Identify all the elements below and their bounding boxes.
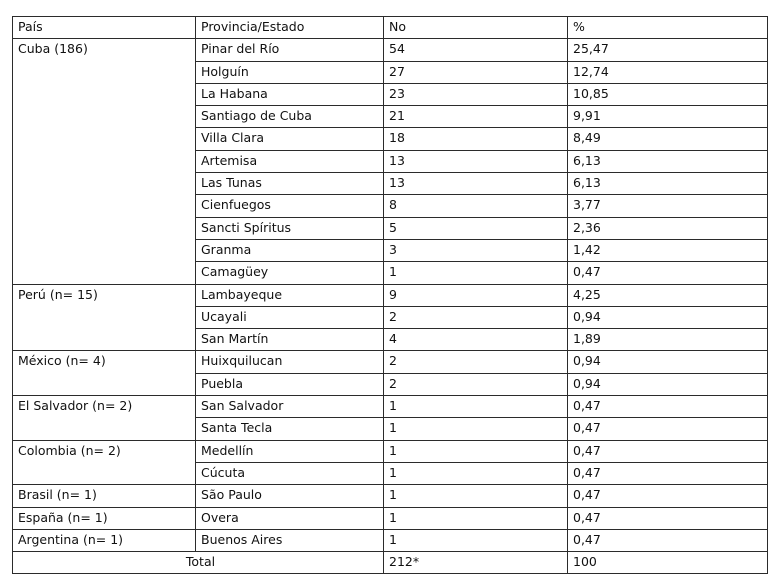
total-pct: 100 <box>568 552 768 574</box>
cell-pct: 0,94 <box>568 373 768 395</box>
cell-pct: 0,47 <box>568 418 768 440</box>
cell-provincia: Huixquilucan <box>196 351 384 373</box>
cell-provincia: Cienfuegos <box>196 195 384 217</box>
cell-pct: 0,47 <box>568 462 768 484</box>
cell-no: 5 <box>384 217 568 239</box>
cell-pais: España (n= 1) <box>13 507 196 529</box>
cell-no: 1 <box>384 462 568 484</box>
cell-no: 13 <box>384 173 568 195</box>
cell-provincia: Overa <box>196 507 384 529</box>
cell-pct: 6,13 <box>568 173 768 195</box>
table-row <box>13 529 768 551</box>
table-row <box>13 396 768 418</box>
cell-pais: Cuba (186) <box>13 39 196 284</box>
cell-pais: Brasil (n= 1) <box>13 485 196 507</box>
table-row <box>13 440 768 462</box>
cell-provincia: Sancti Spíritus <box>196 217 384 239</box>
cell-no: 1 <box>384 485 568 507</box>
cell-pct: 1,89 <box>568 329 768 351</box>
cell-provincia: Cúcuta <box>196 462 384 484</box>
cell-pais: México (n= 4) <box>13 351 196 396</box>
cell-no: 27 <box>384 61 568 83</box>
cell-pct: 10,85 <box>568 83 768 105</box>
total-no: 212* <box>384 552 568 574</box>
cell-pct: 0,47 <box>568 507 768 529</box>
total-label: Total <box>13 552 384 574</box>
cell-provincia: Lambayeque <box>196 284 384 306</box>
cell-pais: El Salvador (n= 2) <box>13 396 196 441</box>
cell-no: 2 <box>384 373 568 395</box>
cell-no: 2 <box>384 351 568 373</box>
cell-no: 18 <box>384 128 568 150</box>
table-row <box>13 507 768 529</box>
data-table <box>12 16 768 574</box>
cell-no: 1 <box>384 262 568 284</box>
total-row <box>13 552 768 574</box>
cell-pct: 9,91 <box>568 106 768 128</box>
table-body <box>13 39 768 552</box>
cell-pct: 0,47 <box>568 485 768 507</box>
cell-no: 1 <box>384 529 568 551</box>
cell-pct: 0,94 <box>568 351 768 373</box>
cell-pct: 25,47 <box>568 39 768 61</box>
cell-pct: 0,47 <box>568 262 768 284</box>
cell-provincia: Camagüey <box>196 262 384 284</box>
cell-pct: 2,36 <box>568 217 768 239</box>
cell-no: 1 <box>384 440 568 462</box>
cell-no: 1 <box>384 396 568 418</box>
cell-no: 1 <box>384 507 568 529</box>
cell-no: 9 <box>384 284 568 306</box>
cell-provincia: Pinar del Río <box>196 39 384 61</box>
header-no: No <box>384 17 568 39</box>
table-row <box>13 485 768 507</box>
cell-provincia: Buenos Aires <box>196 529 384 551</box>
header-pct: % <box>568 17 768 39</box>
cell-no: 4 <box>384 329 568 351</box>
cell-no: 2 <box>384 306 568 328</box>
cell-provincia: Artemisa <box>196 150 384 172</box>
cell-provincia: San Martín <box>196 329 384 351</box>
cell-pct: 12,74 <box>568 61 768 83</box>
cell-pct: 0,94 <box>568 306 768 328</box>
header-row <box>13 17 768 39</box>
header-pais: País <box>13 17 196 39</box>
cell-pais: Perú (n= 15) <box>13 284 196 351</box>
cell-provincia: Holguín <box>196 61 384 83</box>
cell-pct: 0,47 <box>568 440 768 462</box>
cell-no: 21 <box>384 106 568 128</box>
cell-no: 8 <box>384 195 568 217</box>
cell-pais: Argentina (n= 1) <box>13 529 196 551</box>
cell-provincia: Granma <box>196 239 384 261</box>
cell-no: 54 <box>384 39 568 61</box>
cell-pct: 3,77 <box>568 195 768 217</box>
cell-provincia: Puebla <box>196 373 384 395</box>
cell-pct: 6,13 <box>568 150 768 172</box>
cell-provincia: Santiago de Cuba <box>196 106 384 128</box>
cell-no: 1 <box>384 418 568 440</box>
cell-pct: 4,25 <box>568 284 768 306</box>
cell-no: 3 <box>384 239 568 261</box>
cell-provincia: Las Tunas <box>196 173 384 195</box>
table-row <box>13 284 768 306</box>
cell-pct: 0,47 <box>568 529 768 551</box>
cell-no: 23 <box>384 83 568 105</box>
cell-provincia: La Habana <box>196 83 384 105</box>
cell-provincia: Santa Tecla <box>196 418 384 440</box>
cell-pct: 0,47 <box>568 396 768 418</box>
cell-provincia: Villa Clara <box>196 128 384 150</box>
table-row <box>13 351 768 373</box>
cell-pais: Colombia (n= 2) <box>13 440 196 485</box>
cell-pct: 8,49 <box>568 128 768 150</box>
header-provincia: Provincia/Estado <box>196 17 384 39</box>
cell-no: 13 <box>384 150 568 172</box>
cell-provincia: São Paulo <box>196 485 384 507</box>
cell-provincia: San Salvador <box>196 396 384 418</box>
table-row <box>13 39 768 61</box>
cell-provincia: Medellín <box>196 440 384 462</box>
cell-provincia: Ucayali <box>196 306 384 328</box>
cell-pct: 1,42 <box>568 239 768 261</box>
